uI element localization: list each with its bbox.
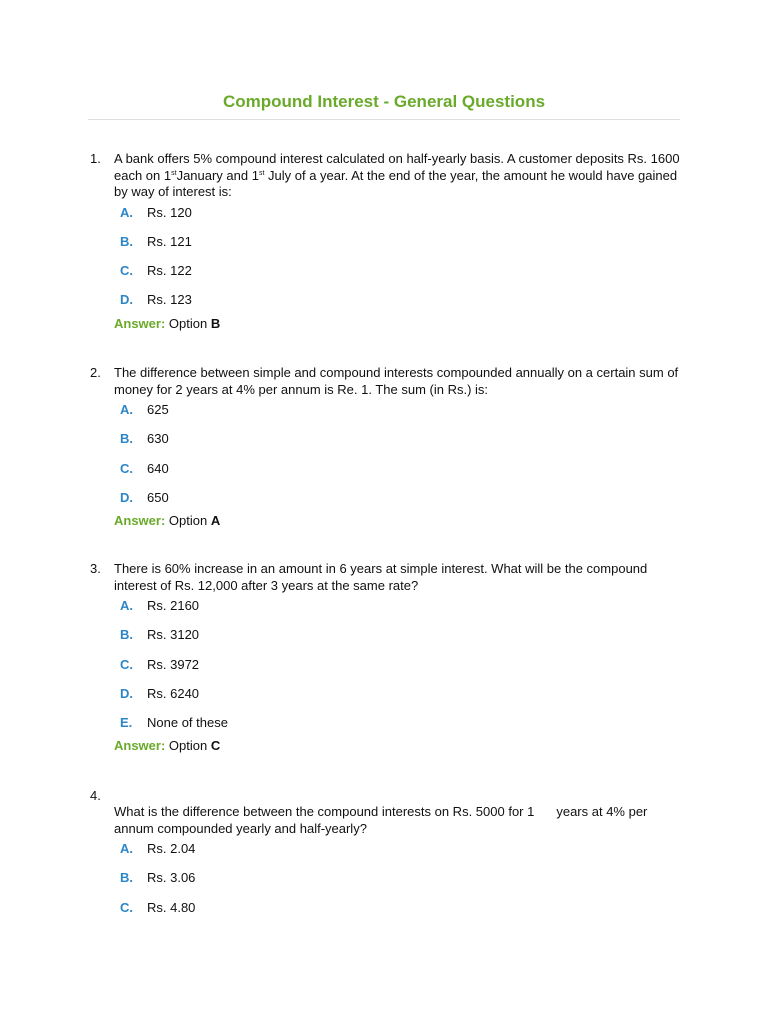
question-number: 2.: [90, 365, 101, 380]
option-c[interactable]: [90, 657, 682, 686]
question-4: [90, 788, 682, 929]
option-letter: B.: [120, 627, 133, 643]
option-b[interactable]: [90, 431, 682, 460]
options-list: [90, 205, 682, 322]
option-c[interactable]: [90, 461, 682, 490]
option-d[interactable]: [90, 686, 682, 715]
option-d[interactable]: [90, 490, 682, 519]
option-letter: B.: [120, 431, 133, 447]
option-text: Rs. 3.06: [147, 870, 196, 886]
option-text: 650: [147, 489, 169, 505]
title-divider: [88, 119, 680, 120]
option-text: None of these: [147, 715, 228, 731]
question-text: [114, 804, 682, 837]
page-title: Compound Interest - General Questions: [222, 92, 546, 111]
option-letter: C.: [120, 899, 133, 915]
option-text: Rs. 4.80: [147, 899, 196, 915]
option-b[interactable]: [90, 234, 682, 263]
answer-option: B: [210, 315, 221, 331]
question-text: The difference between simple and compound interests compounded annually on a certain sum of money for 2 years at 4% per annum is Re. 1. The sum (in Rs.) is:: [114, 365, 679, 397]
answer-label: Answer:: [114, 513, 166, 529]
answer-option: A: [210, 513, 221, 529]
option-text: Rs. 121: [147, 233, 192, 249]
option-letter: A.: [120, 598, 133, 613]
option-letter: B.: [120, 870, 133, 886]
question-text-part: years at 4% per annum compounded yearly and half-yearly?: [114, 804, 648, 836]
option-text: Rs. 3972: [147, 656, 200, 672]
question-text-part: What is the difference between the compound interests on Rs. 5000 for 1: [114, 804, 535, 819]
question-text: [114, 151, 682, 201]
question-text-part: A bank offers 5% compound interest calculated on half-yearly basis. A customer deposits Rs. 1600 each on 1: [114, 151, 680, 183]
option-text: 625: [147, 402, 169, 417]
question-number: 1.: [90, 151, 101, 166]
question-number: 3.: [90, 561, 101, 576]
option-letter: D.: [120, 685, 133, 701]
option-letter: C.: [120, 656, 133, 672]
option-text: 640: [147, 460, 169, 476]
superscript: st: [258, 169, 265, 177]
option-text: Rs. 123: [147, 292, 192, 308]
option-c[interactable]: [90, 900, 682, 929]
question-text-part: January and 1: [176, 167, 259, 183]
option-a[interactable]: [90, 205, 682, 234]
option-letter: C.: [120, 460, 133, 476]
question-text: There is 60% increase in an amount in 6 years at simple interest. What will be the compound interest of Rs. 12,000 after 3 years at the same rate?: [114, 561, 648, 593]
option-text: Rs. 120: [147, 204, 192, 220]
option-a[interactable]: [90, 598, 682, 627]
option-a[interactable]: [90, 841, 682, 870]
answer-label: Answer:: [114, 315, 166, 331]
option-c[interactable]: [90, 263, 682, 292]
question-1: [90, 151, 682, 332]
option-letter: A.: [120, 204, 133, 220]
answer-label: Answer:: [114, 738, 166, 754]
option-text: Rs. 3120: [147, 627, 200, 643]
superscript: st: [171, 169, 177, 177]
option-letter: D.: [120, 489, 133, 505]
options-list: [90, 402, 682, 519]
option-text: Rs. 6240: [147, 685, 200, 701]
option-text: Rs. 2160: [147, 598, 200, 613]
option-e[interactable]: [90, 715, 682, 744]
option-text: Rs. 122: [147, 263, 192, 279]
option-letter: C.: [120, 263, 133, 279]
option-d[interactable]: [90, 292, 682, 321]
question-number: 4.: [90, 788, 101, 803]
answer-option: C: [210, 738, 221, 754]
option-b[interactable]: [90, 627, 682, 656]
question-3: [90, 561, 682, 755]
option-b[interactable]: [90, 870, 682, 899]
option-letter: A.: [120, 841, 133, 856]
option-word: Option: [168, 315, 208, 331]
question-2: [90, 365, 682, 530]
question-text-part: July of a year. At the end of the year, the amount he would have gained by way of interest is:: [114, 167, 678, 199]
option-letter: A.: [120, 402, 133, 417]
option-letter: E.: [120, 715, 133, 731]
option-word: Option: [168, 513, 208, 529]
option-text: Rs. 2.04: [147, 841, 196, 856]
options-list: [90, 598, 682, 744]
option-word: Option: [168, 738, 208, 754]
option-letter: B.: [120, 233, 133, 249]
option-letter: D.: [120, 292, 133, 308]
options-list: [90, 841, 682, 929]
option-a[interactable]: [90, 402, 682, 431]
option-text: 630: [147, 431, 169, 447]
